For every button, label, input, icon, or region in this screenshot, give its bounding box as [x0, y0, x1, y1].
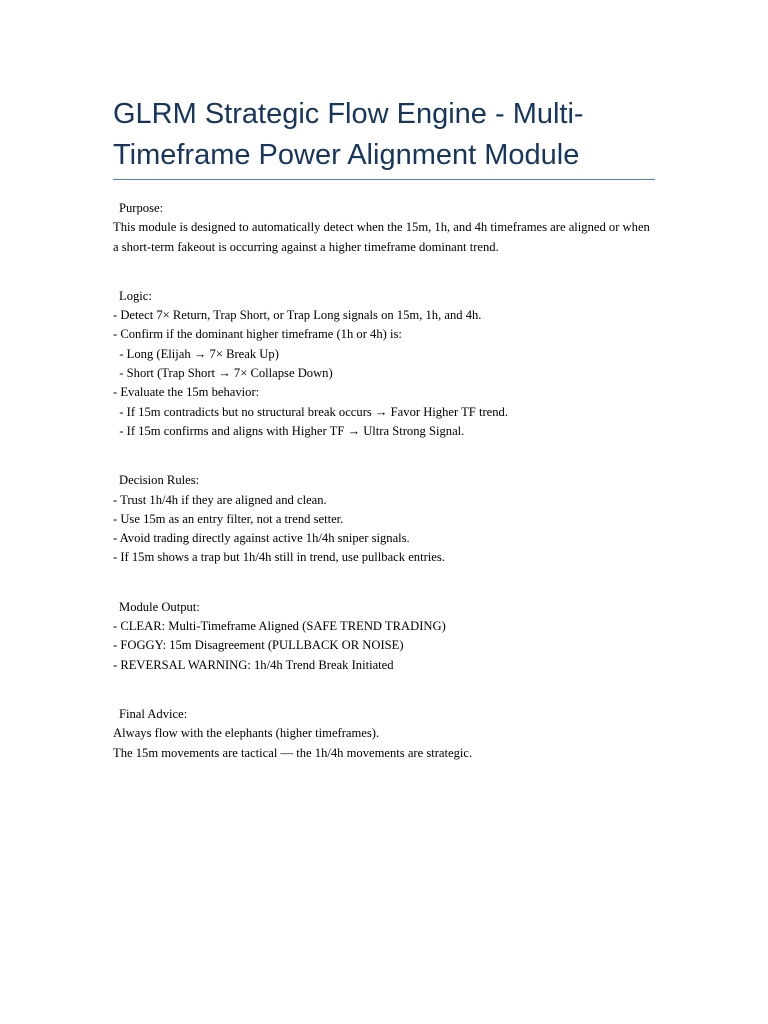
- section-heading-logic: Logic:: [119, 288, 152, 303]
- logic-line: - Short (Trap Short → 7× Collapse Down): [113, 366, 333, 381]
- section-heading-module-output: Module Output:: [119, 599, 200, 614]
- purpose-text: This module is designed to automatically detect when the 15m, 1h, and 4h timeframes are aligned or when a short-term fakeout is occurring against a higher timeframe dominant trend.: [113, 220, 650, 254]
- section-heading-purpose: Purpose:: [119, 201, 164, 215]
- document-title: GLRM Strategic Flow Engine - Multi-Timeframe Power Alignment Module: [113, 98, 584, 171]
- logic-line: - If 15m contradicts but no structural break occurs → Favor Higher TF trend.: [113, 404, 508, 419]
- section-module-output: [113, 598, 653, 675]
- module-output-line: - REVERSAL WARNING: 1h/4h Trend Break Initiated: [113, 657, 394, 672]
- decision-rule-line: - Avoid trading directly against active 1h/4h sniper signals.: [113, 531, 410, 546]
- logic-line: - Detect 7× Return, Trap Short, or Trap Long signals on 15m, 1h, and 4h.: [113, 308, 482, 323]
- logic-line: - Confirm if the dominant higher timeframe (1h or 4h) is:: [113, 327, 402, 342]
- decision-rule-line: - If 15m shows a trap but 1h/4h still in trend, use pullback entries.: [113, 550, 445, 565]
- section-logic: [113, 287, 653, 441]
- decision-rule-line: - Trust 1h/4h if they are aligned and clean.: [113, 492, 327, 507]
- logic-line: - If 15m confirms and aligns with Higher TF → Ultra Strong Signal.: [113, 423, 465, 438]
- section-purpose: [113, 199, 653, 257]
- document-body: [113, 199, 653, 793]
- title-underline: [113, 179, 655, 180]
- logic-line: - Long (Elijah → 7× Break Up): [113, 346, 279, 361]
- section-final-advice: [113, 705, 653, 763]
- logic-line: - Evaluate the 15m behavior:: [113, 385, 260, 400]
- module-output-line: - FOGGY: 15m Disagreement (PULLBACK OR NOISE): [113, 638, 404, 653]
- section-heading-decision-rules: Decision Rules:: [119, 473, 200, 488]
- decision-rule-line: - Use 15m as an entry filter, not a trend setter.: [113, 511, 344, 526]
- section-decision-rules: [113, 471, 653, 567]
- final-advice-line: Always flow with the elephants (higher timeframes).: [113, 726, 380, 741]
- module-output-line: - CLEAR: Multi-Timeframe Aligned (SAFE TREND TRADING): [113, 619, 446, 634]
- section-heading-final-advice: Final Advice:: [119, 706, 188, 721]
- final-advice-line: The 15m movements are tactical — the 1h/4h movements are strategic.: [113, 745, 473, 760]
